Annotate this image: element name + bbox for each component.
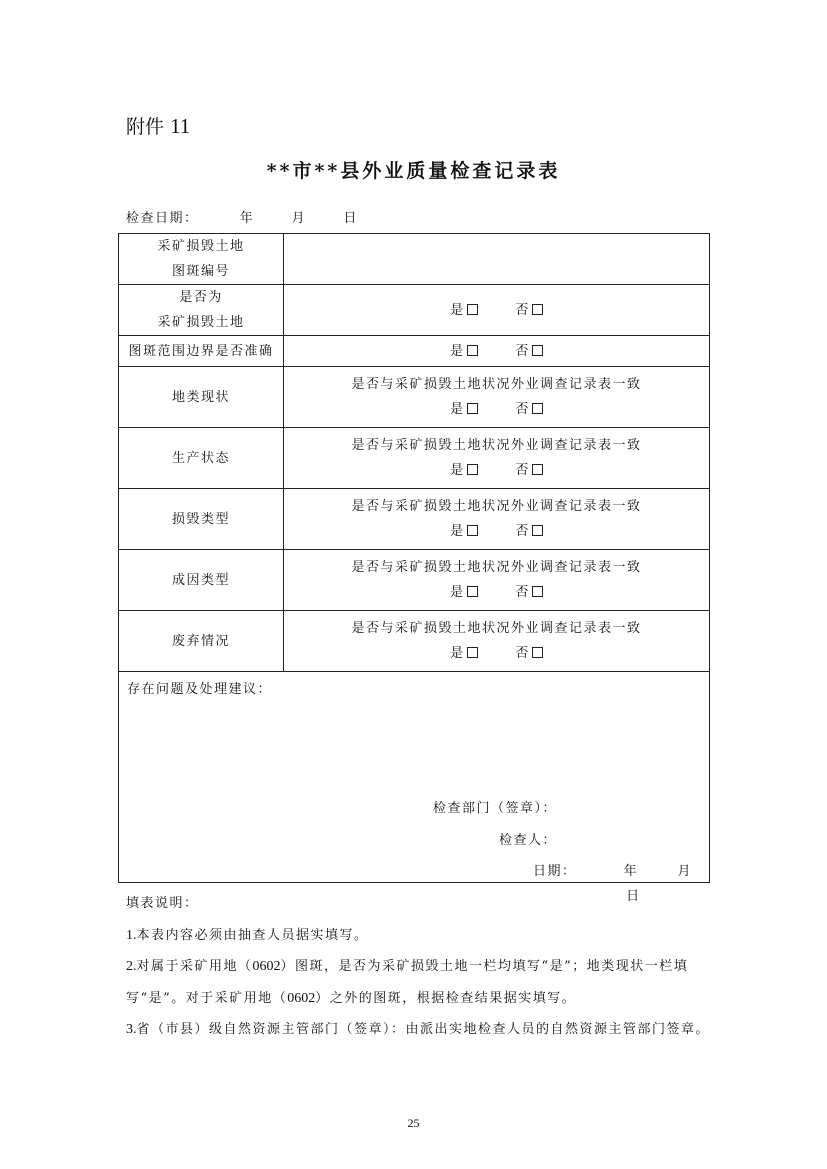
notes-question: 存在问题及处理建议：: [127, 682, 273, 697]
abandon-label: 废弃情况: [119, 611, 284, 672]
page-number: 25: [407, 1116, 420, 1130]
instruction-item-2-cont: 写“是”。对于采矿用地（0602）之外的图斑，根据检查结果据实填写。: [126, 990, 577, 1006]
table-row-cause-type: [119, 550, 710, 611]
consistency-question: 是否与采矿损毁土地状况外业调查记录表一致: [351, 377, 642, 392]
consistency-question: 是否与采矿损毁土地状况外业调查记录表一致: [351, 438, 642, 453]
boundary-label: 图斑范围边界是否准确: [119, 336, 284, 367]
production-label: 生产状态: [119, 428, 284, 489]
annex-prefix: 附件: [126, 116, 165, 138]
dept-signature-label: 检查部门（签章）：: [433, 801, 558, 816]
yes-checkbox[interactable]: 是: [450, 339, 478, 364]
instruction-item-3: 3.省（市县）级自然资源主管部门（签章）：由派出实地检查人员的自然资源主管部门签章。: [126, 1022, 711, 1037]
is-damaged-options: [284, 285, 710, 336]
signature-date: 日期： 年 月 日: [532, 864, 693, 904]
checkbox-icon: [532, 345, 543, 356]
checkbox-icon: [467, 647, 478, 658]
checkbox-icon: [532, 403, 543, 414]
boundary-options: [284, 336, 710, 367]
production-options: [284, 428, 710, 489]
annex-number: 11: [170, 114, 191, 138]
yes-checkbox[interactable]: 是: [450, 519, 478, 544]
no-checkbox[interactable]: 否: [515, 339, 543, 364]
no-checkbox[interactable]: 否: [515, 580, 543, 605]
damage-type-options: [284, 489, 710, 550]
instructions: [126, 888, 710, 1046]
parcel-id-value[interactable]: [284, 234, 710, 285]
instruction-item-2: 2.对属于采矿用地（0602）图斑，是否为采矿损毁土地一栏均填写“是”；地类现状一栏填: [126, 959, 689, 974]
inspection-date-line: [126, 207, 358, 226]
instruction-item-1: 1.本表内容必须由抽查人员据实填写。: [126, 927, 369, 943]
is-damaged-label: 是否为 采矿损毁土地: [119, 285, 284, 336]
no-checkbox[interactable]: 否: [515, 641, 543, 666]
inspector-label: 检查人：: [499, 833, 558, 848]
yes-checkbox[interactable]: 是: [450, 298, 478, 323]
land-class-options: [284, 367, 710, 428]
consistency-question: 是否与采矿损毁土地状况外业调查记录表一致: [351, 621, 642, 636]
no-checkbox[interactable]: 否: [515, 458, 543, 483]
consistency-question: 是否与采矿损毁土地状况外业调查记录表一致: [351, 499, 642, 514]
table-row-land-class: [119, 367, 710, 428]
inspection-date-month: 月: [291, 211, 307, 226]
checkbox-icon: [532, 304, 543, 315]
cause-type-options: [284, 550, 710, 611]
instructions-heading: 填表说明：: [126, 896, 199, 911]
table-row-production: [119, 428, 710, 489]
checkbox-icon: [532, 586, 543, 597]
checkbox-icon: [467, 464, 478, 475]
table-row-is-damaged: [119, 285, 710, 336]
yes-checkbox[interactable]: 是: [450, 397, 478, 422]
checkbox-icon: [467, 586, 478, 597]
cause-type-label: 成因类型: [119, 550, 284, 611]
checkbox-icon: [532, 464, 543, 475]
no-checkbox[interactable]: 否: [515, 397, 543, 422]
inspection-date-label: 检查日期：: [126, 211, 199, 226]
abandon-options: [284, 611, 710, 672]
land-class-label: 地类现状: [119, 367, 284, 428]
inspection-date-year: 年: [239, 211, 255, 226]
damage-type-label: 损毁类型: [119, 489, 284, 550]
no-checkbox[interactable]: 否: [515, 519, 543, 544]
page-title: **市**县外业质量检查记录表: [266, 160, 561, 182]
checkbox-icon: [467, 403, 478, 414]
checkbox-icon: [467, 525, 478, 536]
annex-label: [126, 112, 190, 139]
checkbox-icon: [532, 525, 543, 536]
table-row-parcel-id: [119, 234, 710, 285]
table-row-abandon: [119, 611, 710, 672]
table-row-boundary: [119, 336, 710, 367]
checkbox-icon: [467, 304, 478, 315]
no-checkbox[interactable]: 否: [515, 298, 543, 323]
parcel-id-label: 采矿损毁土地 图斑编号: [119, 234, 284, 285]
yes-checkbox[interactable]: 是: [450, 458, 478, 483]
yes-checkbox[interactable]: 是: [450, 641, 478, 666]
checkbox-icon: [467, 345, 478, 356]
table-row-notes: [119, 672, 710, 883]
checkbox-icon: [532, 647, 543, 658]
inspection-date-day: 日: [343, 211, 358, 226]
table-row-damage-type: [119, 489, 710, 550]
yes-checkbox[interactable]: 是: [450, 580, 478, 605]
consistency-question: 是否与采矿损毁土地状况外业调查记录表一致: [351, 560, 642, 575]
